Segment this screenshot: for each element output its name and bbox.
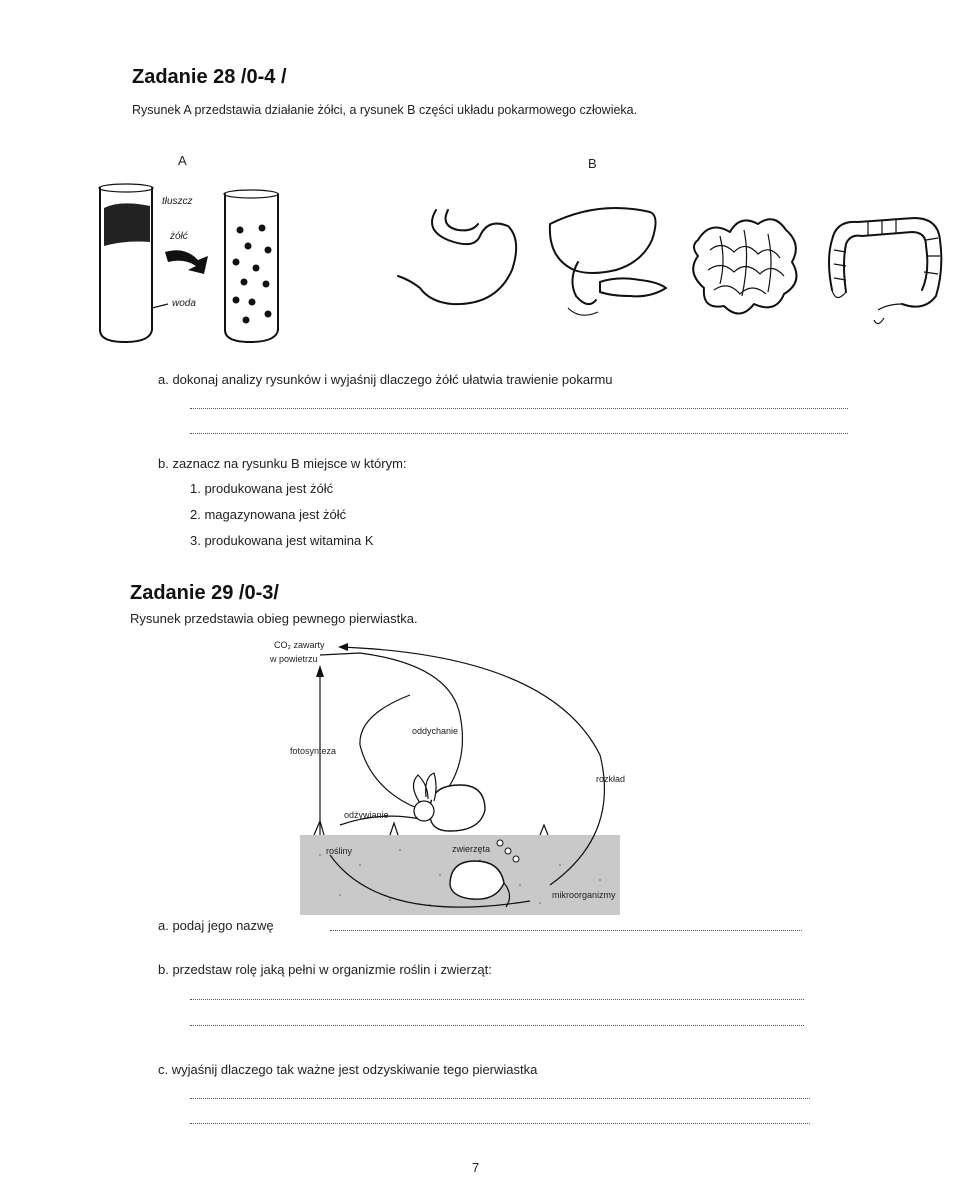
task28-intro: Rysunek A przedstawia działanie żółci, a rysunek B części układu pokarmowego człowieka.: [132, 103, 638, 117]
label-nutrition: odżywianie: [344, 810, 389, 820]
answer-line[interactable]: [190, 1025, 804, 1026]
answer-line[interactable]: [190, 1123, 810, 1124]
label-microorganisms: mikroorganizmy: [552, 890, 616, 900]
label-respiration: oddychanie: [412, 726, 459, 736]
task28-item-3: 3. produkowana jest witamina K: [190, 533, 374, 548]
answer-line[interactable]: [190, 433, 848, 434]
task28-item-2: 2. magazynowana jest żółć: [190, 507, 347, 522]
task29-title: Zadanie 29 /0-3/: [130, 582, 279, 604]
task29-intro: Rysunek przedstawia obieg pewnego pierwiastka.: [130, 611, 418, 626]
answer-line[interactable]: [190, 408, 848, 409]
page-number: 7: [472, 1160, 480, 1175]
task28-question-b: b. zaznacz na rysunku B miejsce w którym:: [158, 456, 407, 471]
large-intestine-drawing: [818, 200, 948, 330]
answer-line[interactable]: [190, 999, 804, 1000]
answer-line[interactable]: [190, 1098, 810, 1099]
label-air: w powietrzu: [270, 654, 318, 664]
figure-a-test-tubes: [90, 180, 320, 350]
task29-question-a: a. podaj jego nazwę: [158, 918, 274, 933]
task29-question-c: c. wyjaśnij dlaczego tak ważne jest odzyskiwanie tego pierwiastka: [158, 1062, 538, 1077]
label-decomposition: rozkład: [596, 774, 626, 784]
task28-title: Zadanie 28 /0-4 /: [132, 66, 287, 88]
label-photosynthesis: fotosynteza: [290, 746, 337, 756]
label-bile: żółć: [170, 231, 188, 242]
label-co2: CO₂ zawarty: [274, 640, 325, 650]
stomach-drawing: [396, 200, 526, 320]
label-plants: rośliny: [326, 846, 353, 856]
small-intestine-drawing: [680, 200, 810, 330]
label-water: woda: [172, 298, 196, 309]
liver-pancreas-drawing: [538, 200, 668, 330]
element-cycle-diagram: [300, 635, 630, 925]
task28-item-1: 1. produkowana jest żółć: [190, 481, 334, 496]
figure-a-label: A: [178, 153, 187, 168]
label-fat: tłuszcz: [162, 196, 193, 207]
answer-line[interactable]: [330, 930, 802, 931]
task28-question-a: a. dokonaj analizy rysunków i wyjaśnij dlaczego żółć ułatwia trawienie pokarmu: [158, 372, 613, 387]
label-animals: zwierzęta: [452, 844, 491, 854]
task29-question-b: b. przedstaw rolę jaką pełni w organizmie roślin i zwierząt:: [158, 962, 492, 977]
figure-b-label: B: [588, 156, 597, 171]
